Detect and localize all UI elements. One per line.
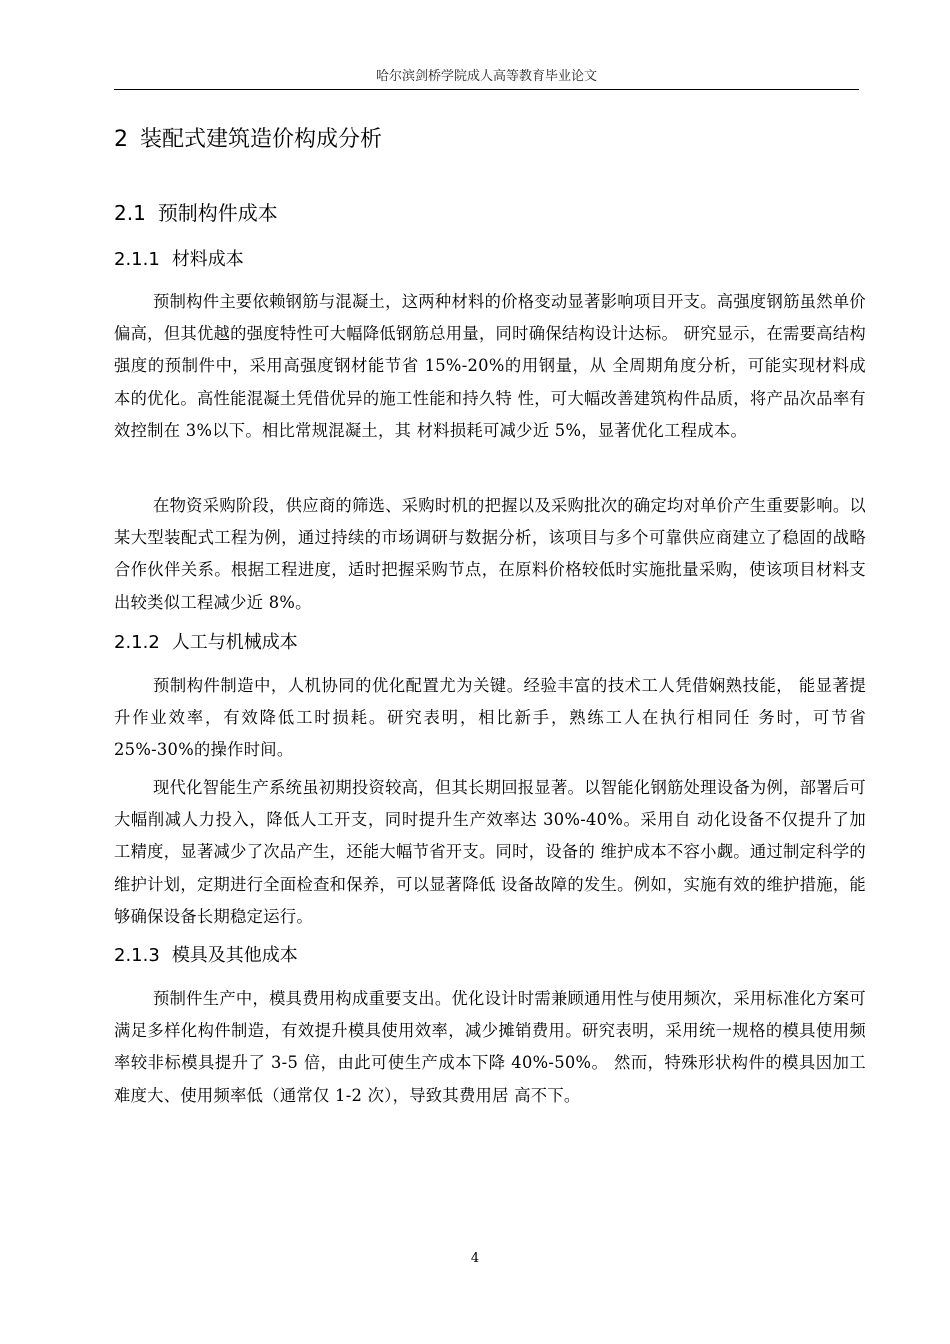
header-divider xyxy=(114,89,859,90)
body-paragraph: 预制构件主要依赖钢筋与混凝土，这两种材料的价格变动显著影响项目开支。高强度钢筋虽然单价偏高，但其优越的强度特性可大幅降低钢筋总用量，同时确保结构设计达标。 研究显示，在需要高结构强度的预制件中，采用高强度钢材能节省 15%-20%的用钢量，从 全周期角度分析，可能实现材料成本的优化。高性能混凝土凭借优异的施工性能和持久特 性，可大幅改善建筑构件品质，将产品次品率有效控制在 3%以下。相比常规混凝土，其 材料损耗可减少近 5%，显著优化工程成本。 xyxy=(114,292,866,440)
section-title: 预制构件成本 xyxy=(157,201,278,225)
body-paragraph: 预制件生产中，模具费用构成重要支出。优化设计时需兼顾通用性与使用频次，采用标准化方案可满足多样化构件制造，有效提升模具使用效率，减少摊销费用。研究表明，采用统一规格的模具使用频率较非标模具提升了 3-5 倍，由此可使生产成本下降 40%-50%。 然而，特殊形状构件的模具因加工难度大、使用频率低（通常仅 1-2 次），导致其费用居 高不下。 xyxy=(114,989,866,1105)
chapter-heading xyxy=(114,122,382,158)
chapter-number: 2 xyxy=(114,127,128,152)
subsection-number: 2.1.1 xyxy=(114,249,160,270)
body-paragraph: 在物资采购阶段，供应商的筛选、采购时机的把握以及采购批次的确定均对单价产生重要影响。以某大型装配式工程为例，通过持续的市场调研与数据分析，该项目与多个可靠供应商建立了稳固的战略合作伙伴关系。根据工程进度，适时把握采购节点，在原料价格较低时实施批量采购，使该项目材料支出较类似工程减少近 8%。 xyxy=(114,496,866,612)
page-number: 4 xyxy=(470,1251,480,1266)
running-header: 哈尔滨剑桥学院成人高等教育毕业论文 xyxy=(375,69,597,84)
subsection-title: 人工与机械成本 xyxy=(171,632,298,653)
body-paragraph: 预制构件制造中，人机协同的优化配置尤为关键。经验丰富的技术工人凭借娴熟技能， 能显著提升作业效率，有效降低工时损耗。研究表明，相比新手，熟练工人在执行相同任 务时，可节省 25%-30%的操作时间。 xyxy=(114,676,866,760)
subsection-number: 2.1.3 xyxy=(114,945,160,966)
section-number: 2.1 xyxy=(114,201,146,225)
subsection-title: 模具及其他成本 xyxy=(171,945,298,966)
chapter-title: 装配式建筑造价构成分析 xyxy=(140,127,383,152)
section-heading xyxy=(114,196,278,230)
subsection-heading-material xyxy=(114,245,244,275)
subsection-heading-labor xyxy=(114,628,298,658)
body-paragraph: 现代化智能生产系统虽初期投资较高，但其长期回报显著。以智能化钢筋处理设备为例，部署后可大幅削减人力投入，降低人工开支，同时提升生产效率达 30%-40%。采用自 动化设备不仅提升了加工精度，显著减少了次品产生，还能大幅节省开支。同时，设备的 维护成本不容小觑。通过制定科学的维护计划，定期进行全面检查和保养，可以显著降低 设备故障的发生。例如，实施有效的维护措施，能够确保设备长期稳定运行。 xyxy=(114,778,866,926)
subsection-title: 材料成本 xyxy=(171,249,244,270)
subsection-heading-mold xyxy=(114,941,298,971)
subsection-number: 2.1.2 xyxy=(114,632,160,653)
